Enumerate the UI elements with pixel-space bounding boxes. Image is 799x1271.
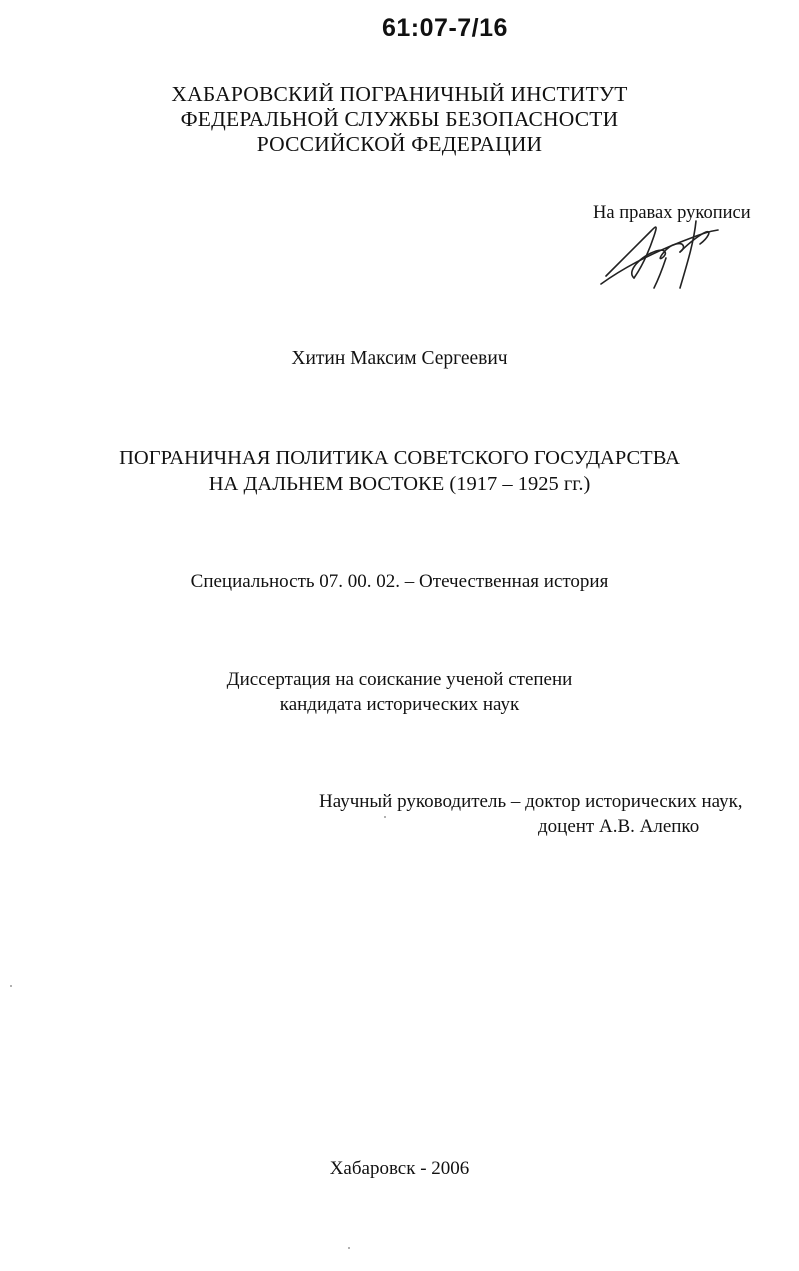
scan-speck: [384, 816, 386, 818]
author-name: Хитин Максим Сергеевич: [291, 348, 508, 369]
institution-line: ХАБАРОВСКИЙ ПОГРАНИЧНЫЙ ИНСТИТУТ: [171, 82, 628, 106]
scan-speck: [348, 1247, 350, 1249]
degree-line: кандидата исторических наук: [279, 694, 520, 715]
manuscript-note: На правах рукописи: [593, 203, 751, 223]
advisor-name: доцент А.В. Алепко: [538, 816, 700, 837]
institution-name: [0, 82, 799, 157]
catalog-number: 61:07-7/16: [382, 14, 508, 42]
institution-line: РОССИЙСКОЙ ФЕДЕРАЦИИ: [256, 132, 543, 156]
degree-statement: [0, 667, 799, 717]
handwritten-signature: [596, 196, 726, 296]
advisor-line: Научный руководитель – доктор исторических наук,: [319, 791, 743, 812]
institution-line: ФЕДЕРАЛЬНОЙ СЛУЖБЫ БЕЗОПАСНОСТИ: [180, 107, 619, 131]
specialty: Специальность 07. 00. 02. – Отечественная история: [190, 571, 609, 592]
title-line: ПОГРАНИЧНАЯ ПОЛИТИКА СОВЕТСКОГО ГОСУДАРСТВА: [119, 447, 680, 469]
scan-speck: [10, 985, 12, 987]
dissertation-title: [0, 445, 799, 497]
title-line: НА ДАЛЬНЕМ ВОСТОКЕ (1917 – 1925 гг.): [208, 473, 591, 495]
degree-line: Диссертация на соискание ученой степени: [226, 669, 573, 690]
place-year: Хабаровск - 2006: [329, 1158, 470, 1179]
